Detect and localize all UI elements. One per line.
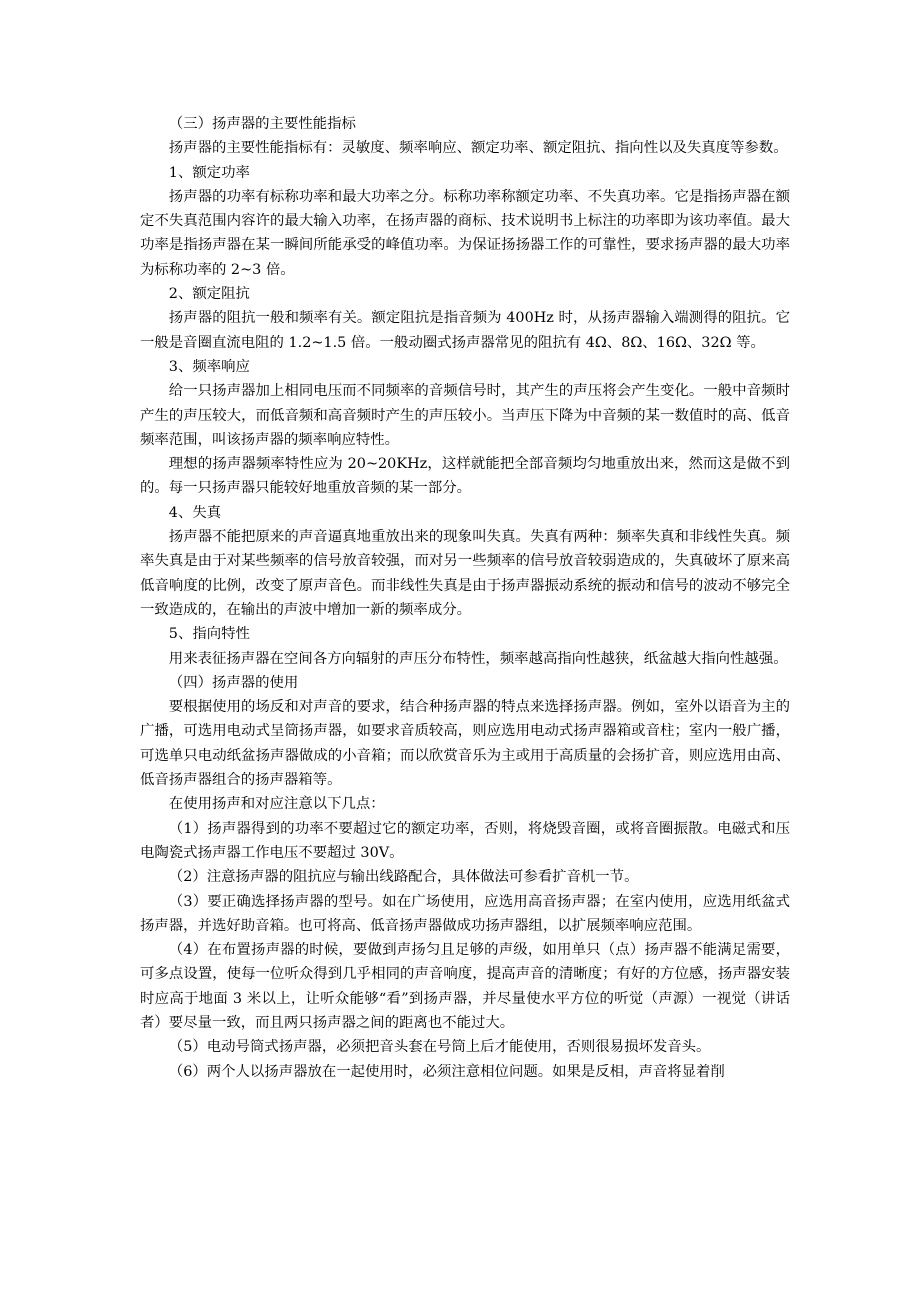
paragraph-rated-impedance: 扬声器的阻抗一般和频率有关。额定阻抗是指音频为 400Hz 时，从扬声器输入端测得的阻抗。它一般是音圈直流电阻的 1.2~1.5 倍。一般动圈式扬声器常见的阻抗有 4Ω、8Ω、16Ω、32Ω 等。 — [140, 310, 790, 351]
list-item-1: （1）扬声器得到的功率不要超过它的额定功率，否则，将烧毁音圈，或将音圈振散。电磁式和压电陶瓷式扬声器工作电压不要超过 30V。 — [140, 820, 790, 861]
subheading-directivity: 5、指向特性 — [168, 626, 250, 643]
document-body — [140, 112, 790, 1084]
paragraph-ideal-frequency: 理想的扬声器频率特性应为 20~20KHz，这样就能把全部音频均匀地重放出来，然而这是做不到的。每一只扬声器只能较好地重放音频的某一部分。 — [140, 456, 790, 497]
paragraph-frequency-response: 给一只扬声器加上相同电压而不同频率的音频信号时，其产生的声压将会产生变化。一般中音频时产生的声压较大，而低音频和高音频时产生的声压较小。当声压下降为中音频的某一数值时的高、低音频率范围，叫该扬声器的频率响应特性。 — [140, 383, 790, 448]
list-item-4: （4）在布置扬声器的时候，要做到声扬匀且足够的声级，如用单只（点）扬声器不能满足需要，可多点设置，使每一位听众得到几乎相同的声音响度，提高声音的清晰度；有好的方位感，扬声器安装时应高于地面 3 米以上，让听众能够“看”到扬声器，并尽量使水平方位的听觉（声源）一视觉（讲话者）要尽量一致，而且两只扬声器之间的距离也不能过大。 — [140, 942, 790, 1031]
section-heading-3: （三）扬声器的主要性能指标 — [168, 116, 356, 132]
list-item-2: （2）注意扬声器的阻抗应与输出线路配合，具体做法可参看扩音机一节。 — [168, 869, 639, 886]
paragraph-usage: 要根据使用的场反和对声音的要求，结合种扬声器的特点来选择扬声器。例如，室外以语音为主的广播，可选用电动式呈筒扬声器，如要求音质较高，则应选用电动式扬声器箱或音柱；室内一般广播，可选单只电动纸盆扬声器做成的小音箱；而以欣赏音乐为主或用于高质量的会扬扩音，则应选用由高、低音扬声器组合的扬声器箱等。 — [140, 699, 790, 789]
paragraph-rated-power: 扬声器的功率有标称功率和最大功率之分。标称功率称额定功率、不失真功率。它是指扬声器在额定不失真范围内容许的最大输入功率，在扬声器的商标、技术说明书上标注的功率即为该功率值。最大功率是指扬声器在某一瞬间所能承受的峰值功率。为保证扬扬器工作的可靠性，要求扬声器的最大功率为标称功率的 2~3 倍。 — [140, 188, 790, 278]
paragraph-directivity: 用来表征扬声器在空间各方向辐射的声压分布特性，频率越高指向性越狭，纸盆越大指向性越强。 — [168, 650, 788, 667]
paragraph-distortion: 扬声器不能把原来的声音逼真地重放出来的现象叫失真。失真有两种：频率失真和非线性失真。频率失真是由于对某些频率的信号放音较强，而对另一些频率的信号放音较弱造成的，失真破坏了原来高低音响度的比例，改变了原声音色。而非线性失真是由于扬声器振动系统的振动和信号的波动不够完全一致造成的，在输出的声波中增加一新的频率成分。 — [140, 529, 790, 618]
subheading-frequency-response: 3、频率响应 — [168, 358, 250, 375]
section-heading-4: （四）扬声器的使用 — [168, 674, 299, 691]
list-item-6: （6）两个人以扬声器放在一起使用时，必须注意相位问题。如果是反相，声音将显着削 — [168, 1063, 725, 1080]
subheading-distortion: 4、失真 — [168, 504, 222, 521]
list-item-5: （5）电动号筒式扬声器，必须把音头套在号筒上后才能使用，否则很易损坏发音头。 — [168, 1039, 711, 1056]
paragraph-usage-notes: 在使用扬声和对应注意以下几点： — [168, 796, 385, 813]
paragraph-overview: 扬声器的主要性能指标有：灵敏度、频率响应、额定功率、额定阻抗、指向性以及失真度等参数。 — [168, 140, 788, 157]
list-item-3: （3）要正确选择扬声器的型号。如在广场使用，应选用高音扬声器；在室内使用，应选用纸盆式扬声器，并选好助音箱。也可将高、低音扬声器做成功扬声器组，以扩展频率响应范围。 — [140, 893, 790, 934]
subheading-rated-impedance: 2、额定阻抗 — [168, 286, 250, 303]
subheading-rated-power: 1、额定功率 — [168, 164, 250, 181]
